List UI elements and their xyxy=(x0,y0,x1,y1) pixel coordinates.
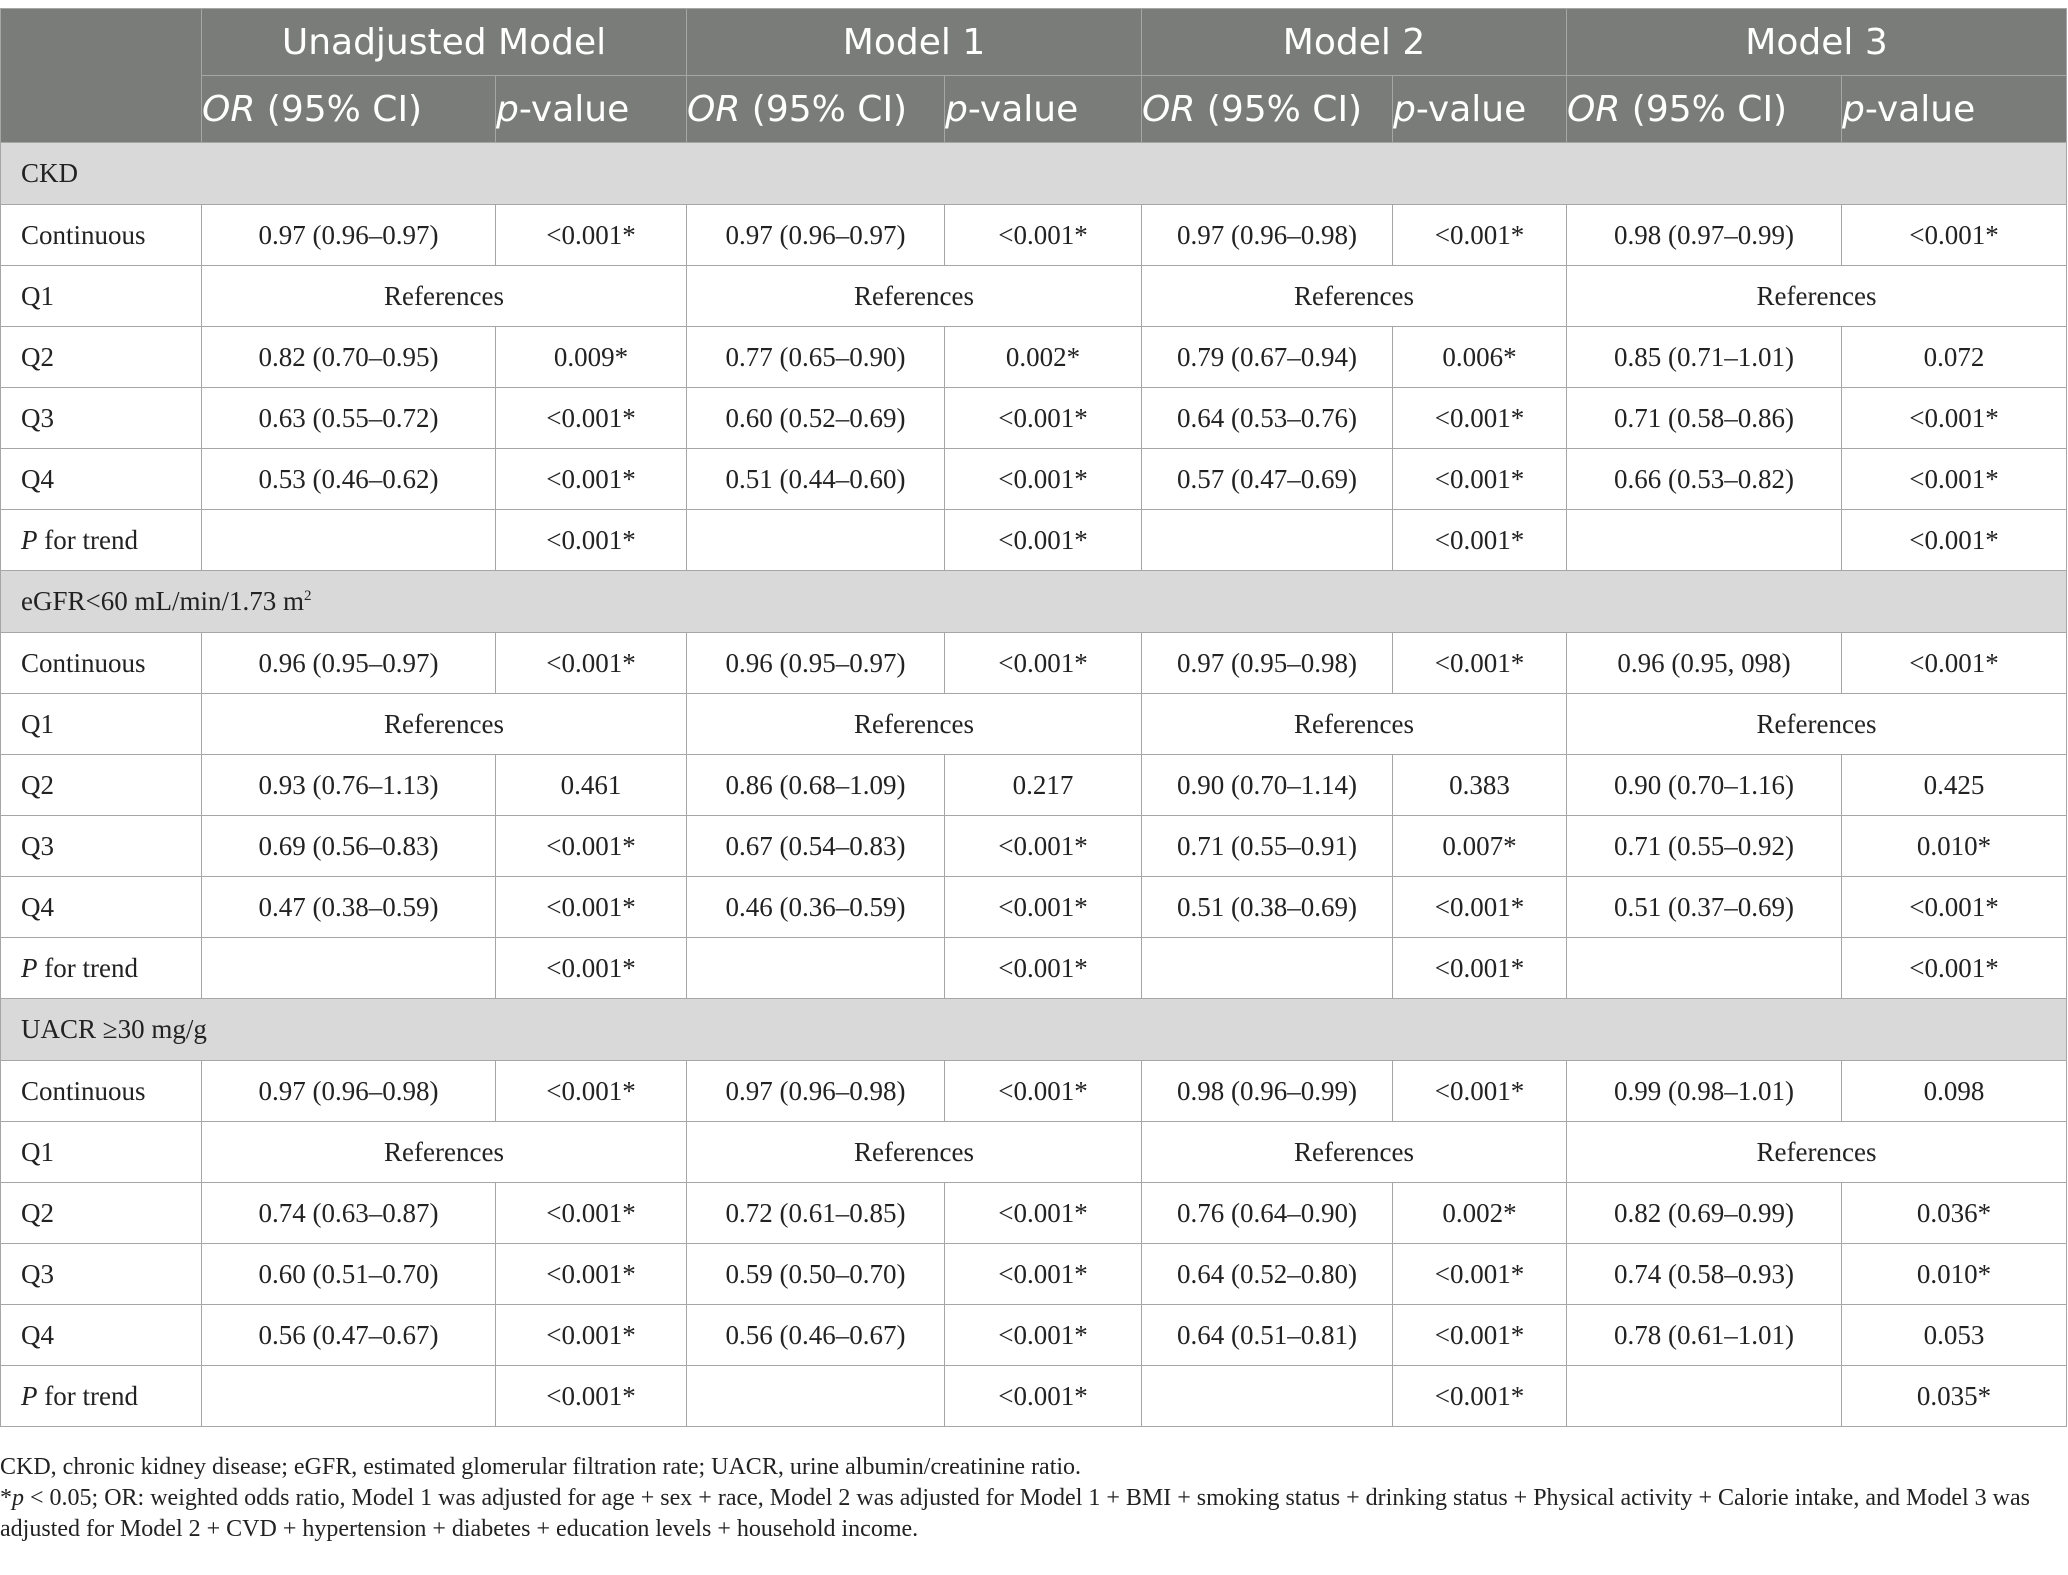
p-value-cell: <0.001* xyxy=(496,1366,687,1427)
header-row-models xyxy=(1,9,2067,76)
p-value-cell: <0.001* xyxy=(945,816,1142,877)
p-value-cell: <0.001* xyxy=(945,510,1142,571)
or-ci-cell: 0.47 (0.38–0.59) xyxy=(202,877,496,938)
header-model: Model 2 xyxy=(1142,9,1567,76)
header-or-ci: OR (95% CI) xyxy=(202,76,496,143)
reference-cell: References xyxy=(1142,1122,1567,1183)
header-p-value: p-value xyxy=(496,76,687,143)
reference-cell: References xyxy=(687,694,1142,755)
or-ci-cell: 0.86 (0.68–1.09) xyxy=(687,755,945,816)
section-title: CKD xyxy=(1,143,2067,205)
table-row xyxy=(1,816,2067,877)
or-ci-cell: 0.96 (0.95–0.97) xyxy=(687,633,945,694)
p-value-cell: <0.001* xyxy=(945,1244,1142,1305)
reference-cell: References xyxy=(202,1122,687,1183)
table-row xyxy=(1,1061,2067,1122)
reference-cell: References xyxy=(1142,694,1567,755)
header-row-stats xyxy=(1,76,2067,143)
p-value-cell: <0.001* xyxy=(1393,1244,1567,1305)
p-value-cell: 0.036* xyxy=(1842,1183,2067,1244)
p-value-cell: <0.001* xyxy=(945,449,1142,510)
or-ci-cell xyxy=(1142,510,1393,571)
footnote-model-notes: *p < 0.05; OR: weighted odds ratio, Model 1 was adjusted for age + sex + race, Model 2 was adjusted for Model 1 + BMI + smoking status + drinking status + Physical activity + Calorie intake, and Model 3 was adjusted for Model 2 + CVD + hypertension + diabetes + education levels + household income. xyxy=(0,1485,2030,1542)
or-ci-cell: 0.77 (0.65–0.90) xyxy=(687,327,945,388)
p-value-cell: <0.001* xyxy=(496,205,687,266)
or-ci-cell: 0.90 (0.70–1.14) xyxy=(1142,755,1393,816)
table-row xyxy=(1,633,2067,694)
table-row xyxy=(1,266,2067,327)
p-value-cell: <0.001* xyxy=(1393,633,1567,694)
table-row xyxy=(1,327,2067,388)
or-ci-cell: 0.93 (0.76–1.13) xyxy=(202,755,496,816)
row-label: Q4 xyxy=(1,877,202,938)
or-ci-cell: 0.96 (0.95–0.97) xyxy=(202,633,496,694)
or-ci-cell: 0.56 (0.46–0.67) xyxy=(687,1305,945,1366)
or-ci-cell: 0.99 (0.98–1.01) xyxy=(1567,1061,1842,1122)
or-ci-cell: 0.76 (0.64–0.90) xyxy=(1142,1183,1393,1244)
table-row xyxy=(1,1244,2067,1305)
or-ci-cell: 0.46 (0.36–0.59) xyxy=(687,877,945,938)
or-ci-cell xyxy=(202,510,496,571)
section-header-row xyxy=(1,999,2067,1061)
or-ci-cell: 0.57 (0.47–0.69) xyxy=(1142,449,1393,510)
row-label: Q3 xyxy=(1,1244,202,1305)
table-body xyxy=(1,143,2067,1427)
header-or-ci: OR (95% CI) xyxy=(1567,76,1842,143)
or-ci-cell: 0.97 (0.96–0.98) xyxy=(1142,205,1393,266)
row-label: Continuous xyxy=(1,633,202,694)
p-value-cell: <0.001* xyxy=(1393,1305,1567,1366)
or-ci-cell: 0.67 (0.54–0.83) xyxy=(687,816,945,877)
p-value-cell: <0.001* xyxy=(1393,449,1567,510)
or-ci-cell: 0.60 (0.51–0.70) xyxy=(202,1244,496,1305)
or-ci-cell xyxy=(1142,1366,1393,1427)
p-value-cell: 0.425 xyxy=(1842,755,2067,816)
p-value-cell: 0.006* xyxy=(1393,327,1567,388)
reference-cell: References xyxy=(1567,266,2067,327)
p-value-cell: 0.007* xyxy=(1393,816,1567,877)
p-value-cell: 0.053 xyxy=(1842,1305,2067,1366)
table-row xyxy=(1,938,2067,999)
or-ci-cell: 0.51 (0.44–0.60) xyxy=(687,449,945,510)
p-value-cell: 0.072 xyxy=(1842,327,2067,388)
p-value-cell: 0.002* xyxy=(945,327,1142,388)
results-table xyxy=(0,8,2067,1427)
reference-cell: References xyxy=(687,1122,1142,1183)
table-row xyxy=(1,1366,2067,1427)
or-ci-cell xyxy=(202,938,496,999)
p-value-cell: <0.001* xyxy=(945,1061,1142,1122)
p-value-cell: <0.001* xyxy=(1393,205,1567,266)
table-row xyxy=(1,205,2067,266)
or-ci-cell: 0.74 (0.63–0.87) xyxy=(202,1183,496,1244)
p-value-cell: <0.001* xyxy=(945,1305,1142,1366)
row-label: Q2 xyxy=(1,755,202,816)
or-ci-cell: 0.71 (0.55–0.91) xyxy=(1142,816,1393,877)
p-value-cell: 0.217 xyxy=(945,755,1142,816)
row-label: Q1 xyxy=(1,1122,202,1183)
p-value-cell: <0.001* xyxy=(1393,877,1567,938)
or-ci-cell: 0.64 (0.52–0.80) xyxy=(1142,1244,1393,1305)
p-value-cell: <0.001* xyxy=(1842,938,2067,999)
p-value-cell: 0.383 xyxy=(1393,755,1567,816)
or-ci-cell: 0.64 (0.51–0.81) xyxy=(1142,1305,1393,1366)
or-ci-cell: 0.72 (0.61–0.85) xyxy=(687,1183,945,1244)
header-model: Model 1 xyxy=(687,9,1142,76)
p-value-cell: <0.001* xyxy=(496,816,687,877)
p-value-cell: <0.001* xyxy=(1842,877,2067,938)
reference-cell: References xyxy=(1567,694,2067,755)
p-value-cell: <0.001* xyxy=(945,205,1142,266)
or-ci-cell: 0.78 (0.61–1.01) xyxy=(1567,1305,1842,1366)
p-value-cell: <0.001* xyxy=(496,633,687,694)
or-ci-cell: 0.64 (0.53–0.76) xyxy=(1142,388,1393,449)
row-label: P for trend xyxy=(1,938,202,999)
section-header-row xyxy=(1,571,2067,633)
row-label: Q2 xyxy=(1,327,202,388)
p-value-cell: <0.001* xyxy=(1842,449,2067,510)
p-value-cell: <0.001* xyxy=(945,1366,1142,1427)
p-value-cell: <0.001* xyxy=(496,1061,687,1122)
row-label: Q2 xyxy=(1,1183,202,1244)
row-label: Q1 xyxy=(1,694,202,755)
p-value-cell: 0.010* xyxy=(1842,816,2067,877)
p-value-cell: <0.001* xyxy=(496,388,687,449)
header-p-value: p-value xyxy=(1393,76,1567,143)
row-label: Continuous xyxy=(1,205,202,266)
p-value-cell: 0.010* xyxy=(1842,1244,2067,1305)
or-ci-cell: 0.82 (0.70–0.95) xyxy=(202,327,496,388)
reference-cell: References xyxy=(202,694,687,755)
header-p-value: p-value xyxy=(945,76,1142,143)
reference-cell: References xyxy=(202,266,687,327)
p-value-cell: <0.001* xyxy=(1393,388,1567,449)
p-value-cell: <0.001* xyxy=(945,633,1142,694)
p-value-cell: <0.001* xyxy=(945,938,1142,999)
or-ci-cell xyxy=(1142,938,1393,999)
or-ci-cell: 0.79 (0.67–0.94) xyxy=(1142,327,1393,388)
or-ci-cell xyxy=(687,1366,945,1427)
p-value-cell: <0.001* xyxy=(1393,510,1567,571)
or-ci-cell: 0.98 (0.97–0.99) xyxy=(1567,205,1842,266)
or-ci-cell: 0.97 (0.96–0.97) xyxy=(687,205,945,266)
or-ci-cell xyxy=(202,1366,496,1427)
table-row xyxy=(1,877,2067,938)
or-ci-cell: 0.97 (0.95–0.98) xyxy=(1142,633,1393,694)
or-ci-cell: 0.63 (0.55–0.72) xyxy=(202,388,496,449)
p-value-cell: 0.002* xyxy=(1393,1183,1567,1244)
header-or-ci: OR (95% CI) xyxy=(1142,76,1393,143)
p-value-cell: <0.001* xyxy=(945,1183,1142,1244)
header-p-value: p-value xyxy=(1842,76,2067,143)
or-ci-cell: 0.59 (0.50–0.70) xyxy=(687,1244,945,1305)
or-ci-cell: 0.71 (0.55–0.92) xyxy=(1567,816,1842,877)
or-ci-cell xyxy=(1567,510,1842,571)
p-value-cell: 0.461 xyxy=(496,755,687,816)
header-model: Model 3 xyxy=(1567,9,2067,76)
p-value-cell: <0.001* xyxy=(945,877,1142,938)
table-row xyxy=(1,1305,2067,1366)
or-ci-cell: 0.98 (0.96–0.99) xyxy=(1142,1061,1393,1122)
table-row xyxy=(1,755,2067,816)
reference-cell: References xyxy=(687,266,1142,327)
row-label: Q3 xyxy=(1,388,202,449)
p-value-cell: <0.001* xyxy=(945,388,1142,449)
or-ci-cell: 0.66 (0.53–0.82) xyxy=(1567,449,1842,510)
table-row xyxy=(1,694,2067,755)
table-footnotes xyxy=(0,1452,2060,1545)
row-label: P for trend xyxy=(1,510,202,571)
or-ci-cell: 0.97 (0.96–0.97) xyxy=(202,205,496,266)
or-ci-cell: 0.74 (0.58–0.93) xyxy=(1567,1244,1842,1305)
table-row xyxy=(1,449,2067,510)
or-ci-cell: 0.97 (0.96–0.98) xyxy=(202,1061,496,1122)
reference-cell: References xyxy=(1567,1122,2067,1183)
row-label: Q3 xyxy=(1,816,202,877)
or-ci-cell xyxy=(687,510,945,571)
header-corner xyxy=(1,9,202,143)
row-label: Q4 xyxy=(1,449,202,510)
p-value-cell: <0.001* xyxy=(496,938,687,999)
p-value-cell: <0.001* xyxy=(496,877,687,938)
or-ci-cell xyxy=(1567,938,1842,999)
p-value-cell: 0.098 xyxy=(1842,1061,2067,1122)
section-title: UACR ≥30 mg/g xyxy=(1,999,2067,1061)
reference-cell: References xyxy=(1142,266,1567,327)
table-row xyxy=(1,510,2067,571)
or-ci-cell: 0.96 (0.95, 098) xyxy=(1567,633,1842,694)
or-ci-cell: 0.53 (0.46–0.62) xyxy=(202,449,496,510)
or-ci-cell: 0.51 (0.38–0.69) xyxy=(1142,877,1393,938)
row-label: Q4 xyxy=(1,1305,202,1366)
p-value-cell: <0.001* xyxy=(1842,388,2067,449)
p-value-cell: <0.001* xyxy=(1842,510,2067,571)
p-value-cell: <0.001* xyxy=(496,1244,687,1305)
p-value-cell: 0.035* xyxy=(1842,1366,2067,1427)
footnote-abbreviations: CKD, chronic kidney disease; eGFR, estimated glomerular filtration rate; UACR, urine albumin/creatinine ratio. xyxy=(0,1454,1082,1480)
header-or-ci: OR (95% CI) xyxy=(687,76,945,143)
p-value-cell: <0.001* xyxy=(496,1305,687,1366)
table-row xyxy=(1,388,2067,449)
p-value-cell: <0.001* xyxy=(496,1183,687,1244)
p-value-cell: 0.009* xyxy=(496,327,687,388)
p-value-cell: <0.001* xyxy=(1393,1061,1567,1122)
or-ci-cell xyxy=(1567,1366,1842,1427)
header-model: Unadjusted Model xyxy=(202,9,687,76)
or-ci-cell: 0.60 (0.52–0.69) xyxy=(687,388,945,449)
section-header-row xyxy=(1,143,2067,205)
or-ci-cell: 0.90 (0.70–1.16) xyxy=(1567,755,1842,816)
or-ci-cell: 0.97 (0.96–0.98) xyxy=(687,1061,945,1122)
p-value-cell: <0.001* xyxy=(1842,205,2067,266)
or-ci-cell: 0.69 (0.56–0.83) xyxy=(202,816,496,877)
p-value-cell: <0.001* xyxy=(496,449,687,510)
table-row xyxy=(1,1122,2067,1183)
p-value-cell: <0.001* xyxy=(1393,938,1567,999)
or-ci-cell: 0.51 (0.37–0.69) xyxy=(1567,877,1842,938)
row-label: P for trend xyxy=(1,1366,202,1427)
or-ci-cell xyxy=(687,938,945,999)
or-ci-cell: 0.56 (0.47–0.67) xyxy=(202,1305,496,1366)
p-value-cell: <0.001* xyxy=(1393,1366,1567,1427)
table-row xyxy=(1,1183,2067,1244)
row-label: Continuous xyxy=(1,1061,202,1122)
p-value-cell: <0.001* xyxy=(1842,633,2067,694)
p-value-cell: <0.001* xyxy=(496,510,687,571)
or-ci-cell: 0.71 (0.58–0.86) xyxy=(1567,388,1842,449)
row-label: Q1 xyxy=(1,266,202,327)
section-title: eGFR<60 mL/min/1.73 $m^2$ xyxy=(1,571,2067,633)
or-ci-cell: 0.82 (0.69–0.99) xyxy=(1567,1183,1842,1244)
or-ci-cell: 0.85 (0.71–1.01) xyxy=(1567,327,1842,388)
